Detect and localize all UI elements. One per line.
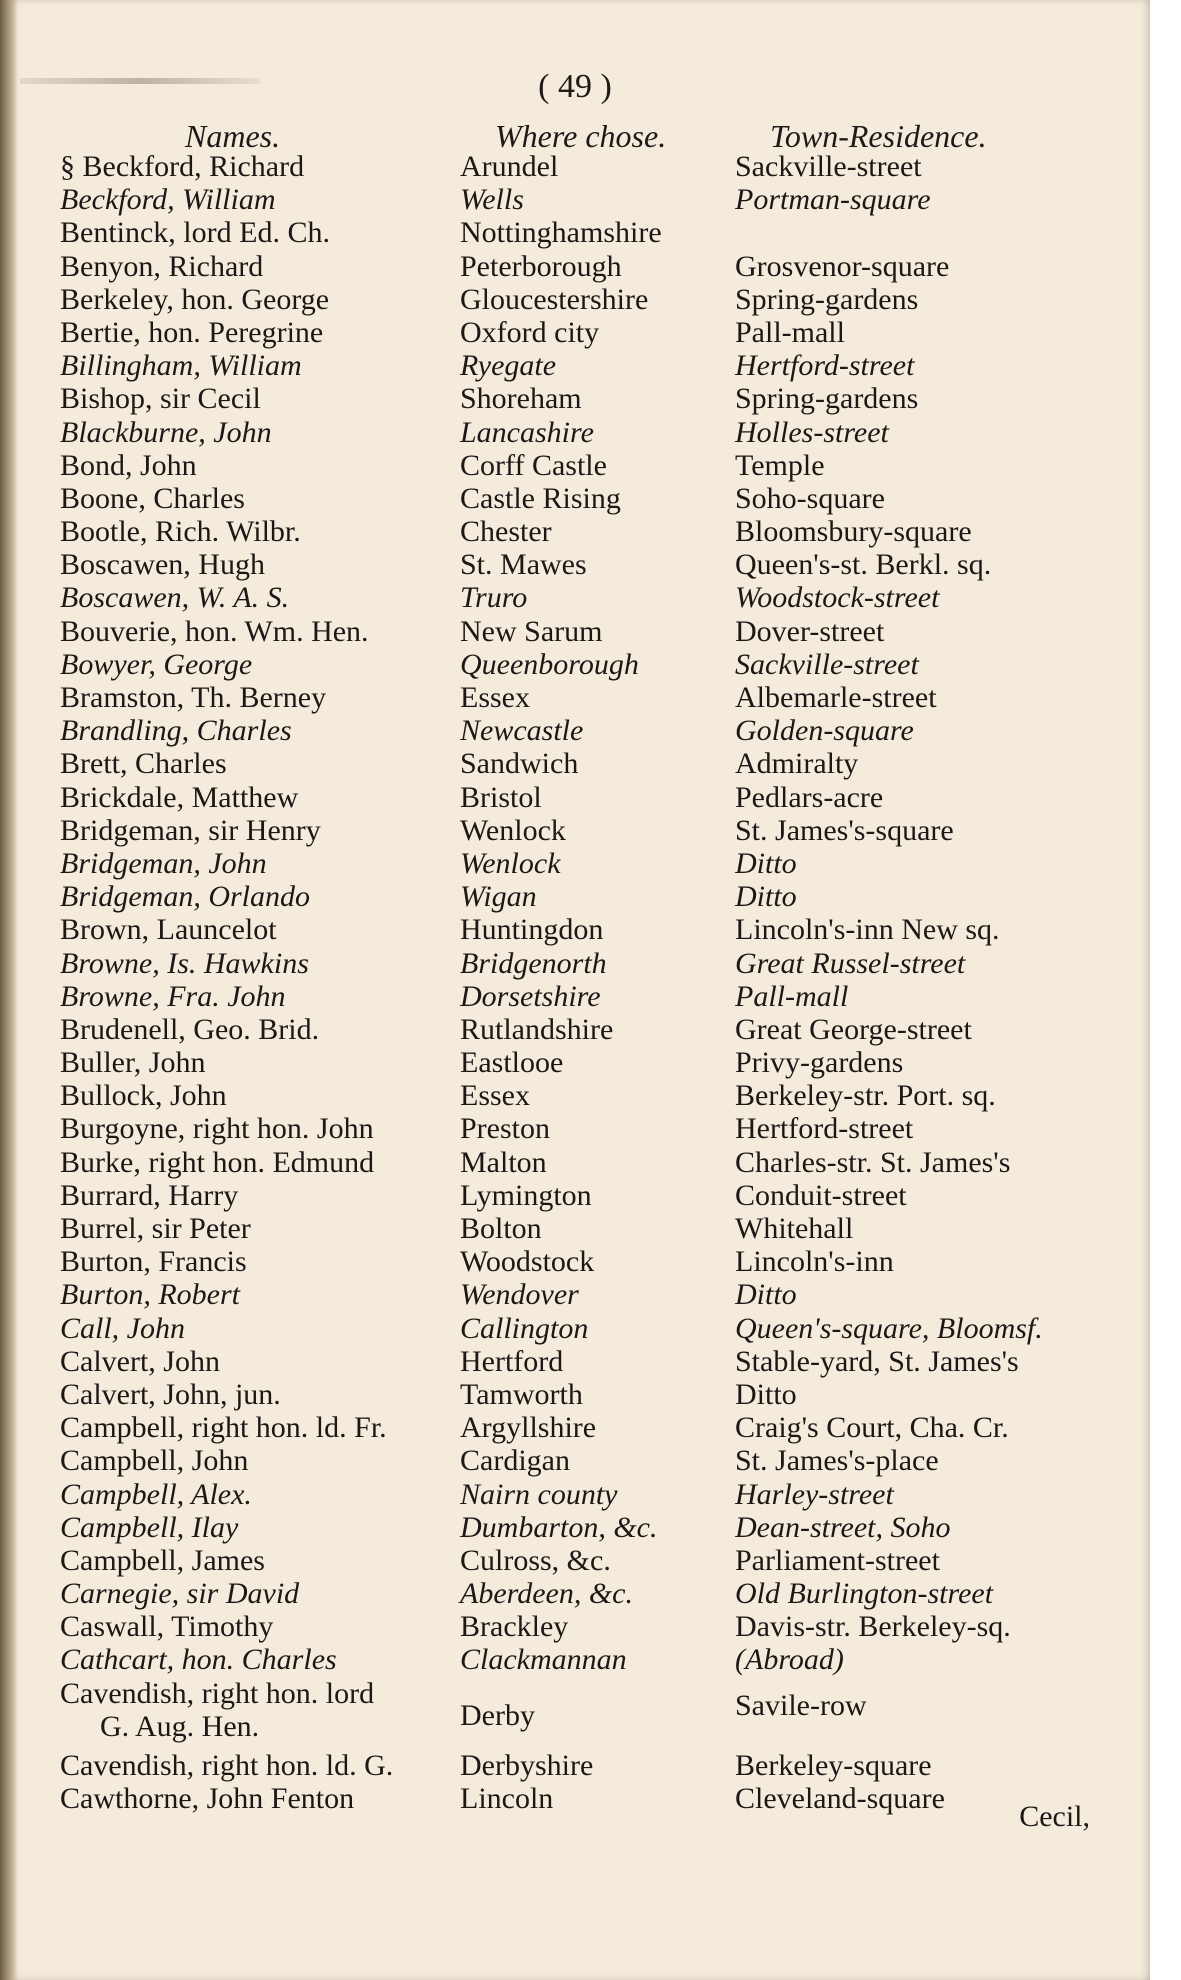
member-row: [0, 1478, 1150, 1511]
member-row: [0, 1212, 1150, 1245]
town-residence: Cleveland-square: [735, 1781, 945, 1815]
member-name: Bowyer, George: [60, 647, 253, 681]
constituency: Ryegate: [460, 349, 557, 383]
member-name: Campbell, right hon. ld. Fr.: [60, 1411, 387, 1445]
member-name: Brudenell, Geo. Brid.: [60, 1012, 320, 1046]
town-residence: Pall-mall: [735, 979, 849, 1013]
constituency: Lincoln: [460, 1781, 554, 1815]
constituency: Lymington: [460, 1178, 592, 1212]
member-name: Campbell, John: [60, 1444, 249, 1478]
member-row: [0, 1146, 1150, 1179]
member-row: [0, 482, 1150, 515]
member-row: [0, 1378, 1150, 1411]
constituency: Sandwich: [460, 747, 579, 781]
town-residence: Davis-str. Berkeley-sq.: [735, 1610, 1011, 1644]
constituency: Tamworth: [460, 1377, 583, 1411]
constituency: Brackley: [460, 1610, 569, 1644]
member-list: [0, 150, 1150, 1815]
town-residence: Queen's-st. Berkl. sq.: [735, 548, 992, 582]
town-residence: Dover-street: [735, 614, 885, 648]
constituency: Clackmannan: [460, 1643, 627, 1677]
member-row: [0, 316, 1150, 349]
catchword: Cecil,: [1019, 1800, 1090, 1833]
constituency: Eastlooe: [460, 1046, 564, 1080]
member-row: [0, 681, 1150, 714]
member-name: Burton, Francis: [60, 1245, 247, 1279]
member-name: Brandling, Charles: [60, 714, 292, 748]
member-name-line2: G. Aug. Hen.: [100, 1709, 260, 1743]
constituency: Derbyshire: [460, 1748, 594, 1782]
member-name: Bridgeman, Orlando: [60, 880, 310, 914]
member-name: Burrard, Harry: [60, 1178, 239, 1212]
constituency: Truro: [460, 581, 528, 615]
town-residence: Hertford-street: [735, 349, 915, 383]
constituency: Castle Rising: [460, 481, 621, 515]
member-name: Bootle, Rich. Wilbr.: [60, 515, 301, 549]
member-row: [0, 1278, 1150, 1311]
member-name: Caswall, Timothy: [60, 1610, 274, 1644]
constituency: Cardigan: [460, 1444, 570, 1478]
town-residence: Temple: [735, 448, 825, 482]
member-name: Billingham, William: [60, 349, 302, 383]
member-row: [0, 1782, 1150, 1815]
constituency: Preston: [460, 1112, 550, 1146]
constituency: Wendover: [460, 1278, 579, 1312]
member-row: [0, 1345, 1150, 1378]
member-row: [0, 947, 1150, 980]
town-residence: Sackville-street: [735, 150, 922, 183]
member-name: Burton, Robert: [60, 1278, 240, 1312]
constituency: Queenborough: [460, 647, 639, 681]
constituency: Arundel: [460, 150, 559, 183]
member-row: [0, 781, 1150, 814]
member-name: Bramston, Th. Berney: [60, 681, 327, 714]
member-name: Cavendish, right hon. ld. G.: [60, 1748, 394, 1782]
member-name: Blackburne, John: [60, 415, 272, 449]
constituency: Nottinghamshire: [460, 216, 662, 250]
town-residence: Hertford-street: [735, 1112, 914, 1146]
town-residence: Ditto: [735, 1278, 797, 1312]
member-name: Call, John: [60, 1311, 185, 1345]
member-name: Burke, right hon. Edmund: [60, 1145, 375, 1179]
town-residence: Berkeley-square: [735, 1748, 932, 1782]
town-residence: Sackville-street: [735, 647, 919, 681]
member-row: [0, 648, 1150, 681]
member-name: Bouverie, hon. Wm. Hen.: [60, 614, 369, 648]
town-residence: St. James's-place: [735, 1444, 939, 1478]
constituency: Culross, &c.: [460, 1543, 611, 1577]
member-row: [0, 1079, 1150, 1112]
member-row: [0, 416, 1150, 449]
constituency: Essex: [460, 681, 530, 714]
town-residence: Great Russel-street: [735, 946, 966, 980]
member-row: [0, 515, 1150, 548]
town-residence: Lincoln's-inn New sq.: [735, 913, 1000, 947]
town-residence: Portman-square: [735, 183, 931, 217]
member-name: Berkeley, hon. George: [60, 282, 330, 316]
constituency: Derby: [460, 1698, 535, 1732]
constituency: Shoreham: [460, 382, 582, 416]
member-row: [0, 1610, 1150, 1643]
member-name: Brickdale, Matthew: [60, 780, 299, 814]
member-name: [60, 1677, 374, 1743]
member-row: [0, 382, 1150, 415]
constituency: Bolton: [460, 1212, 542, 1245]
constituency: Wigan: [460, 880, 537, 914]
town-residence: Pedlars-acre: [735, 780, 884, 814]
town-residence: Conduit-street: [735, 1178, 907, 1212]
member-row: [0, 1245, 1150, 1278]
town-residence: St. James's-square: [735, 813, 954, 847]
town-residence: Parliament-street: [735, 1543, 940, 1577]
town-residence: Whitehall: [735, 1212, 854, 1245]
member-name: Bridgeman, sir Henry: [60, 813, 321, 847]
member-row: [0, 1046, 1150, 1079]
constituency: Malton: [460, 1145, 547, 1179]
member-name: Bentinck, lord Ed. Ch.: [60, 216, 330, 250]
member-row: [0, 150, 1150, 183]
member-row: [0, 980, 1150, 1013]
town-residence: Queen's-square, Bloomsf.: [735, 1311, 1043, 1345]
constituency: Woodstock: [460, 1245, 595, 1279]
town-residence: Pall-mall: [735, 315, 845, 349]
member-row: [0, 581, 1150, 614]
constituency: Lancashire: [460, 415, 594, 449]
member-name: Burrel, sir Peter: [60, 1212, 251, 1245]
member-row: [0, 913, 1150, 946]
member-name: Campbell, Ilay: [60, 1510, 239, 1544]
constituency: Bristol: [460, 780, 542, 814]
column-header-where-chose: Where chose.: [495, 118, 667, 154]
town-residence: Dean-street, Soho: [735, 1510, 951, 1544]
constituency: Wenlock: [460, 846, 561, 880]
member-name: Boscawen, W. A. S.: [60, 581, 290, 615]
member-row: [0, 1112, 1150, 1145]
constituency: Peterborough: [460, 249, 622, 283]
constituency: Callington: [460, 1311, 589, 1345]
town-residence: Albemarle-street: [735, 681, 937, 714]
town-residence: Lincoln's-inn: [735, 1245, 894, 1279]
constituency: Wenlock: [460, 813, 566, 847]
constituency: Chester: [460, 515, 552, 549]
member-name: § Beckford, Richard: [60, 150, 305, 183]
town-residence: Grosvenor-square: [735, 249, 950, 283]
member-row: [0, 216, 1150, 249]
constituency: Nairn county: [460, 1477, 618, 1511]
member-name: Brown, Launcelot: [60, 913, 277, 947]
constituency: Argyllshire: [460, 1411, 597, 1445]
member-name: Benyon, Richard: [60, 249, 264, 283]
town-residence: Admiralty: [735, 747, 859, 781]
member-row: [0, 714, 1150, 747]
member-row: [0, 1577, 1150, 1610]
member-row: [0, 1544, 1150, 1577]
member-row: [0, 1677, 1150, 1749]
member-row: [0, 747, 1150, 780]
town-residence: Berkeley-str. Port. sq.: [735, 1079, 996, 1113]
member-name: Boscawen, Hugh: [60, 548, 265, 582]
member-row: [0, 615, 1150, 648]
constituency: Dorsetshire: [460, 979, 601, 1013]
town-residence: Spring-gardens: [735, 282, 919, 316]
member-name: Browne, Fra. John: [60, 979, 286, 1013]
town-residence: Stable-yard, St. James's: [735, 1344, 1019, 1378]
member-row: [0, 1749, 1150, 1782]
member-name: Cawthorne, John Fenton: [60, 1781, 355, 1815]
town-residence: Ditto: [735, 846, 797, 880]
member-name: Buller, John: [60, 1046, 206, 1080]
member-name: Bishop, sir Cecil: [60, 382, 261, 416]
member-name: Cathcart, hon. Charles: [60, 1643, 337, 1677]
town-residence: Privy-gardens: [735, 1046, 904, 1080]
member-name: Burgoyne, right hon. John: [60, 1112, 374, 1146]
member-name: Campbell, Alex.: [60, 1477, 252, 1511]
member-row: [0, 449, 1150, 482]
member-name: Bertie, hon. Peregrine: [60, 315, 324, 349]
member-name-line1: Cavendish, right hon. lord: [60, 1676, 375, 1710]
constituency: Dumbarton, &c.: [460, 1510, 658, 1544]
member-row: [0, 183, 1150, 216]
member-row: [0, 548, 1150, 581]
member-name: Calvert, John: [60, 1344, 220, 1378]
town-residence: Holles-street: [735, 415, 889, 449]
member-name: Bullock, John: [60, 1079, 227, 1113]
member-row: [0, 349, 1150, 382]
constituency: Essex: [460, 1079, 530, 1113]
constituency: Wells: [460, 183, 524, 217]
member-name: Boone, Charles: [60, 481, 245, 515]
town-residence: Charles-str. St. James's: [735, 1145, 1011, 1179]
member-row: [0, 1643, 1150, 1676]
town-residence: Ditto: [735, 1377, 797, 1411]
town-residence: (Abroad): [735, 1643, 844, 1677]
town-residence: Great George-street: [735, 1012, 972, 1046]
member-row: [0, 880, 1150, 913]
member-row: [0, 283, 1150, 316]
constituency: Rutlandshire: [460, 1012, 614, 1046]
constituency: Bridgenorth: [460, 946, 607, 980]
member-name: Browne, Is. Hawkins: [60, 946, 309, 980]
member-row: [0, 814, 1150, 847]
constituency: Oxford city: [460, 315, 600, 349]
town-residence: Savile-row: [735, 1688, 867, 1722]
member-name: Beckford, William: [60, 183, 276, 217]
page-number: ( 49 ): [538, 68, 612, 105]
member-row: [0, 847, 1150, 880]
constituency: New Sarum: [460, 614, 603, 648]
town-residence: Harley-street: [735, 1477, 894, 1511]
column-header-names: Names.: [185, 118, 281, 154]
town-residence: Spring-gardens: [735, 382, 919, 416]
member-row: [0, 1444, 1150, 1477]
constituency: Huntingdon: [460, 913, 604, 947]
town-residence: Old Burlington-street: [735, 1577, 994, 1611]
town-residence: Golden-square: [735, 714, 914, 748]
town-residence: Soho-square: [735, 481, 885, 515]
constituency: Hertford: [460, 1344, 564, 1378]
column-header-town-residence: Town-Residence.: [770, 118, 987, 154]
member-name: Bond, John: [60, 448, 197, 482]
town-residence: Ditto: [735, 880, 797, 914]
member-name: Campbell, James: [60, 1543, 265, 1577]
member-row: [0, 1312, 1150, 1345]
member-row: [0, 1179, 1150, 1212]
town-residence: Craig's Court, Cha. Cr.: [735, 1411, 1009, 1445]
constituency: Aberdeen, &c.: [460, 1577, 633, 1611]
constituency: Newcastle: [460, 714, 584, 748]
member-name: Calvert, John, jun.: [60, 1377, 281, 1411]
member-row: [0, 250, 1150, 283]
town-residence: Bloomsbury-square: [735, 515, 972, 549]
constituency: Gloucestershire: [460, 282, 649, 316]
member-name: Brett, Charles: [60, 747, 227, 781]
constituency: Corff Castle: [460, 448, 607, 482]
town-residence: Woodstock-street: [735, 581, 940, 615]
member-name: Bridgeman, John: [60, 846, 267, 880]
member-name: Carnegie, sir David: [60, 1577, 300, 1611]
constituency: St. Mawes: [460, 548, 587, 582]
member-row: [0, 1411, 1150, 1444]
member-row: [0, 1511, 1150, 1544]
member-row: [0, 1013, 1150, 1046]
